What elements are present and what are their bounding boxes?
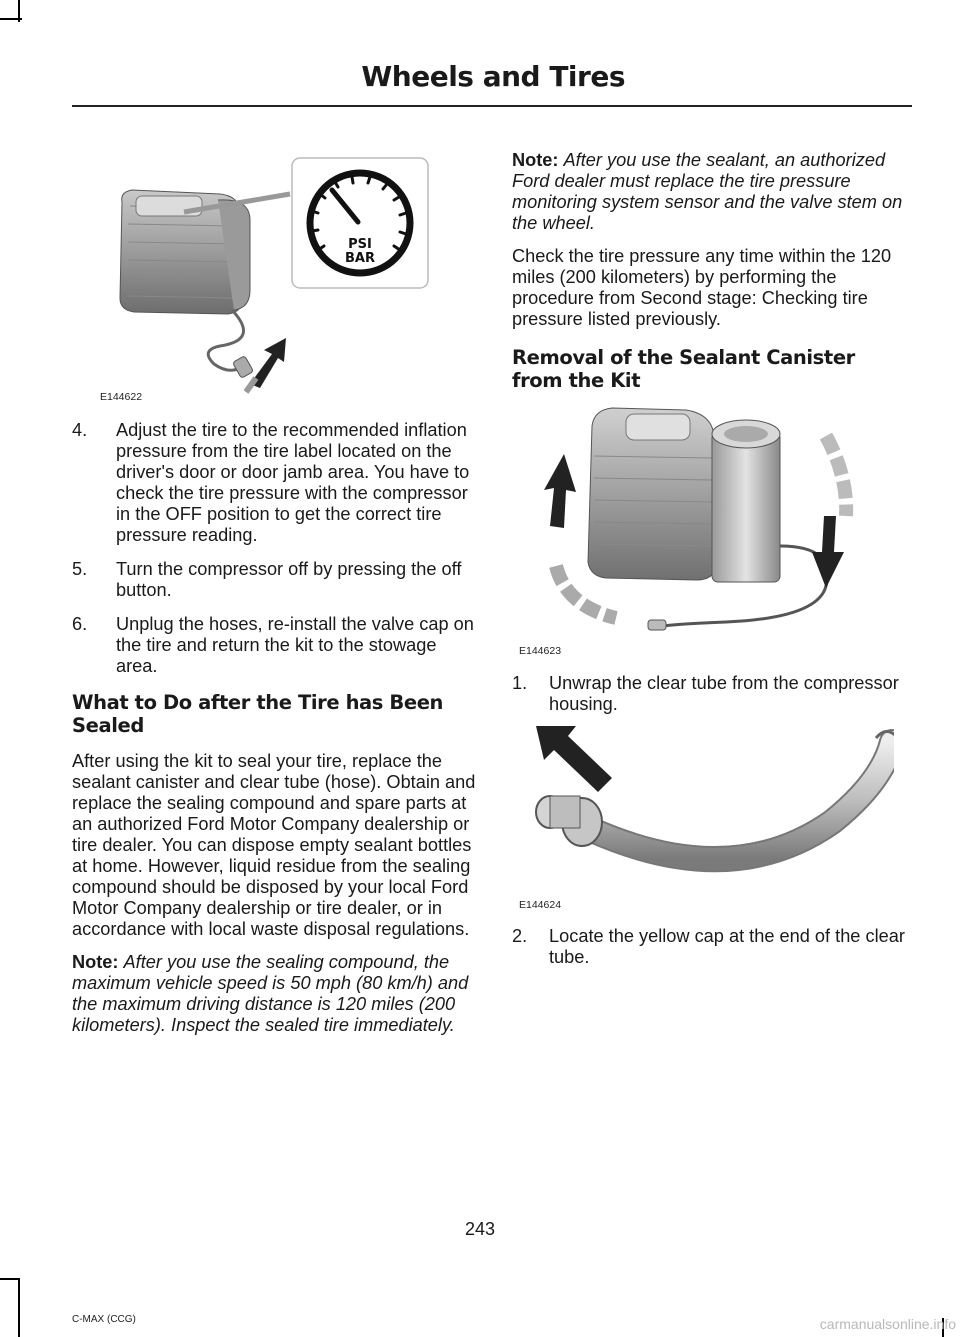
canister-removal-illustration	[536, 396, 866, 642]
step-text: Adjust the tire to the recommended inflation pressure from the tire label located on the driver's door or door jamb area. You have to check the tire pressure with the compressor in the OFF position to get the correct tire pressure reading.	[116, 420, 470, 545]
body-paragraph: Check the tire pressure any time within the 120 miles (200 kilometers) by performing the procedure from Second stage: Checking tire pressure listed previously.	[512, 246, 892, 329]
crop-mark	[0, 18, 22, 20]
right-column-step-1	[512, 673, 910, 728]
right-column-step-2	[512, 926, 910, 981]
note	[72, 952, 476, 1036]
header-divider	[72, 105, 912, 107]
body-paragraph: After using the kit to seal your tire, replace the sealant canister and clear tube (hose). Obtain and replace the sealing compound and spare parts at an authorized Ford Motor Company dealership or tire dealer. You can dispose empty sealant bottles at home. However, liquid residue from the sealing compound should be disposed by your local Ford Motor Company dealership or tire dealer, or in accordance with local waste disposal regulations.	[72, 751, 476, 939]
figure-code: E144623	[519, 645, 562, 657]
gauge-bar-label: BAR	[345, 251, 375, 266]
model-code: C-MAX (CCG)	[72, 1314, 136, 1325]
step-list	[512, 673, 910, 715]
step-text: Locate the yellow cap at the end of the clear tube.	[549, 926, 905, 967]
figure-code: E144624	[519, 899, 562, 911]
step-number: 1.	[512, 673, 528, 693]
step-list	[512, 926, 910, 968]
figure-code: E144622	[100, 391, 143, 403]
section-heading: Removal of the Sealant Canister from the Kit	[512, 346, 855, 392]
step-list	[72, 420, 476, 677]
step-text: Unwrap the clear tube from the compressor housing.	[549, 673, 899, 714]
note-label: Note:	[72, 952, 119, 972]
list-item	[512, 673, 910, 715]
list-item	[72, 614, 476, 677]
step-number: 6.	[72, 614, 88, 634]
note	[512, 150, 910, 234]
gauge-psi-label: PSI	[348, 237, 372, 252]
list-item	[512, 926, 910, 968]
step-number: 2.	[512, 926, 528, 946]
crop-mark	[18, 1280, 20, 1337]
note-text: After you use the sealing compound, the maximum vehicle speed is 50 mph (80 km/h) and the maximum driving distance is 120 miles (200 kilometers). Inspect the sealed tire immediately.	[72, 952, 469, 1035]
page-title: Wheels and Tires	[361, 60, 625, 93]
step-text: Unplug the hoses, re-install the valve cap on the tire and return the kit to the stowage area.	[116, 614, 474, 676]
crop-mark	[0, 1278, 20, 1280]
note-label: Note:	[512, 150, 559, 170]
list-item	[72, 559, 476, 601]
note-text: After you use the sealant, an authorized Ford dealer must replace the tire pressure monitoring system sensor and the valve stem on the wheel.	[512, 150, 903, 233]
clear-tube-illustration	[532, 722, 894, 902]
right-column	[512, 150, 910, 406]
section-heading: What to Do after the Tire has Been Sealed	[72, 691, 444, 737]
step-text: Turn the compressor off by pressing the off button.	[116, 559, 462, 600]
watermark: carmanualsonline.info	[819, 1316, 956, 1332]
page-number: 243	[464, 1219, 496, 1239]
step-number: 4.	[72, 420, 88, 440]
compressor-gauge-illustration	[100, 150, 440, 408]
left-column	[72, 420, 476, 1048]
step-number: 5.	[72, 559, 88, 579]
list-item	[72, 420, 476, 546]
